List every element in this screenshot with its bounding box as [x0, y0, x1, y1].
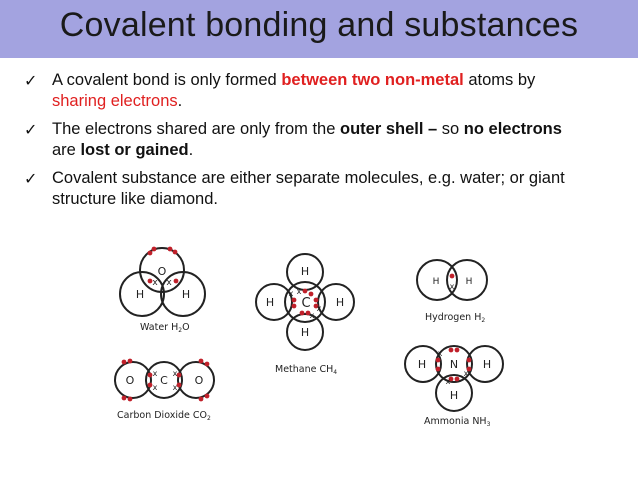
check-icon: ✓ [24, 169, 38, 188]
svg-text:x: x [316, 304, 322, 313]
hydrogen-diagram [417, 260, 487, 300]
hydrogen-atom-h1: H [432, 277, 440, 287]
co2-atom-o2: O [194, 374, 204, 387]
methane-atom-h-top: H [300, 265, 310, 278]
svg-text:x: x [172, 369, 178, 378]
methane-atom-c: C [301, 296, 311, 311]
methane-caption: Methane $CH_4$ [275, 364, 338, 376]
ammonia-atom-h-left: H [417, 358, 427, 371]
bullet-1-emphasis: between two non-metal [281, 71, 464, 89]
svg-text:x: x [166, 278, 172, 288]
bullet-3-line-1: Covalent substance are either separate molecules, e.g. water; or giant [52, 169, 565, 187]
svg-text:x: x [449, 282, 455, 291]
bullet-2-text-b: so [437, 120, 464, 138]
svg-text:x: x [152, 383, 158, 392]
hydrogen-atom-h2: H [465, 277, 473, 287]
ammonia-atom-h-bottom: H [449, 389, 459, 402]
methane-atom-h-right: H [335, 296, 345, 309]
bullet-1-red-text: sharing electrons [52, 92, 178, 110]
water-atom-h2: H [181, 288, 191, 301]
bullet-1-text-a: A covalent bond is only formed [52, 71, 282, 89]
svg-text:x: x [152, 278, 158, 288]
co2-atom-o1: O [125, 374, 135, 387]
bullet-2-bold-c: lost or gained [80, 141, 189, 159]
water-atom-h1: H [135, 288, 145, 301]
methane-atom-h-left: H [265, 296, 275, 309]
svg-text:x: x [445, 377, 451, 386]
slide-title: Covalent bonding and substances [59, 6, 579, 44]
svg-text:x: x [172, 383, 178, 392]
bullet-1-text-b: atoms by [463, 71, 536, 89]
bullet-2-text-a: The electrons shared are only from the [52, 120, 340, 138]
ammonia-atom-h-right: H [482, 358, 492, 371]
svg-text:x: x [437, 349, 443, 358]
co2-atom-c: C [160, 374, 168, 387]
bullet-2-bold-b: no electrons [463, 120, 562, 138]
ammonia-caption: Ammonia $NH_3$ [424, 416, 491, 428]
methane-atom-h-bottom: H [300, 326, 310, 339]
ammonia-atom-n: N [449, 358, 459, 371]
svg-text:x: x [309, 311, 315, 320]
svg-text:x: x [152, 369, 158, 378]
bullet-1-period: . [177, 92, 183, 110]
check-icon: ✓ [24, 120, 38, 139]
check-icon: ✓ [24, 71, 38, 90]
water-diagram [120, 248, 205, 316]
svg-text:x: x [463, 369, 469, 378]
hydrogen-caption: Hydrogen $H_2$ [425, 312, 486, 324]
bullet-2-period: . [188, 141, 194, 159]
bullet-2-text-c: are [52, 141, 81, 159]
svg-text:x: x [296, 287, 302, 296]
bullet-2-bold-a: outer shell – [339, 120, 438, 138]
co2-caption: Carbon Dioxide $CO_2$ [117, 410, 211, 422]
water-atom-o: O [157, 265, 167, 278]
svg-text:x: x [288, 289, 294, 298]
bullet-3-line-2: structure like diamond. [52, 190, 218, 208]
water-caption: Water $H_2O$ [140, 322, 190, 334]
